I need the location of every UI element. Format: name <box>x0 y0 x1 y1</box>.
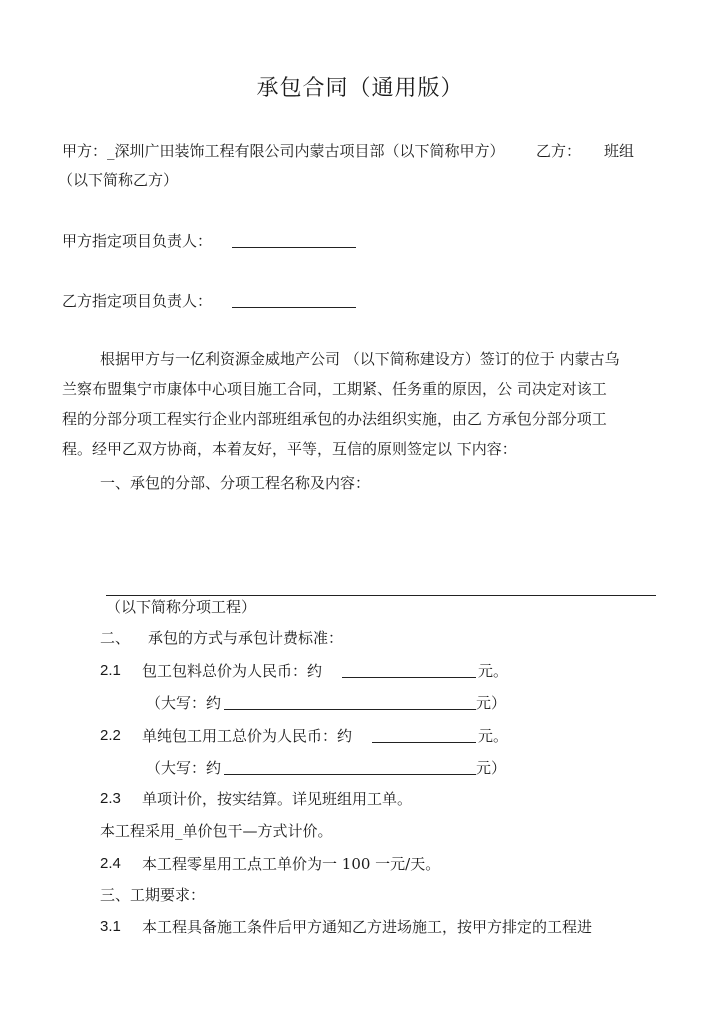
item-2-2-text: 单纯包工用工总价为人民币：约 <box>142 727 353 745</box>
item-2-1-text: 包工包料总价为人民币：约 <box>142 662 323 680</box>
party-a-manager-blank <box>232 247 356 248</box>
item-3-1-number: 3.1 <box>100 918 121 935</box>
paragraph-line-1: 根据甲方与一亿利资源金威地产公司 （以下简称建设方）签订的位于 内蒙古乌 <box>100 350 620 368</box>
item-2-3-number: 2.3 <box>100 790 121 807</box>
item-3-1-text: 本工程具备施工条件后甲方通知乙方进场施工，按甲方排定的工程进 <box>142 918 593 936</box>
party-b-label: 乙方： <box>536 142 582 160</box>
sub-item-content-blank <box>106 595 656 596</box>
item-2-1-number: 2.1 <box>100 662 121 679</box>
paragraph-line-4: 程。经甲乙双方协商，本着友好，平等，互信的原则签定以 下内容： <box>62 440 517 458</box>
pricing-method-line: 本工程采用_单价包干—方式计价。 <box>100 822 333 840</box>
paragraph-line-2: 兰察布盟集宁市康体中心项目施工合同，工期紧、任务重的原因，公 司决定对该工 <box>62 380 607 398</box>
section-2-number: 二、 <box>100 629 131 647</box>
item-2-2-daxie-end: 元） <box>476 759 507 777</box>
item-2-1-amount-blank <box>342 677 476 678</box>
document-title: 承包合同（通用版） <box>256 76 464 101</box>
sub-item-note: （以下简称分项工程） <box>106 598 257 616</box>
section-3-heading: 三、工期要求： <box>100 886 206 904</box>
item-2-1-daxie-label: （大写：约 <box>146 694 222 712</box>
section-2-heading: 承包的方式与承包计费标准： <box>148 629 344 647</box>
party-a-manager-label: 甲方指定项目负责人： <box>62 232 213 250</box>
item-2-4-text: 本工程零星用工点工单价为一 100 一元/天。 <box>142 855 441 873</box>
paragraph-line-3: 程的分部分项工程实行企业内部班组承包的办法组织实施，由乙 方承包分部分项工 <box>62 410 607 428</box>
item-2-4-number: 2.4 <box>100 855 121 872</box>
party-b-manager-label: 乙方指定项目负责人： <box>62 292 213 310</box>
item-2-2-yuan: 元。 <box>478 727 509 745</box>
item-2-2-daxie-label: （大写：约 <box>146 759 222 777</box>
party-b-team: 班组 <box>604 142 635 160</box>
item-2-1-daxie-blank <box>224 709 476 710</box>
party-a-line: 甲方：_深圳广田装饰工程有限公司内蒙古项目部（以下简称甲方） <box>62 142 505 160</box>
section-1-heading: 一、承包的分部、分项工程名称及内容： <box>100 474 371 492</box>
party-b-continuation: （以下简称乙方） <box>58 171 179 189</box>
item-2-2-daxie-blank <box>224 774 476 775</box>
item-2-3-text: 单项计价，按实结算。详见班组用工单。 <box>142 790 413 808</box>
item-2-2-number: 2.2 <box>100 727 121 744</box>
party-b-manager-blank <box>232 307 356 308</box>
item-2-2-amount-blank <box>372 742 476 743</box>
item-2-1-yuan: 元。 <box>478 662 509 680</box>
item-2-1-daxie-end: 元） <box>476 694 507 712</box>
